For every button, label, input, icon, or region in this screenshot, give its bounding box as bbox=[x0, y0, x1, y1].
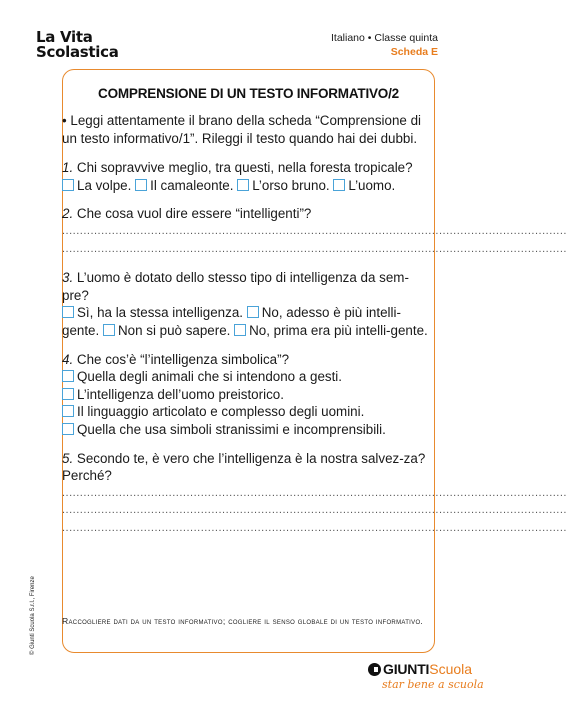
intro-text: • Leggi attentamente il brano della scheda “Comprensione di un testo informativo/1”. Rileggi il testo quando hai dei dubbi. bbox=[62, 113, 422, 146]
answer-line[interactable]: .............................................................................................................................................. bbox=[62, 504, 567, 517]
question-number: 3. bbox=[62, 270, 74, 286]
answer-line[interactable]: .............................................................................................................................................. bbox=[62, 521, 567, 534]
question-text: Che cosa vuol dire essere “intelligenti”? bbox=[76, 206, 312, 222]
checkbox[interactable] bbox=[62, 306, 74, 318]
checkbox[interactable] bbox=[234, 324, 246, 336]
giunti-logo-icon bbox=[368, 663, 381, 676]
question-5 bbox=[62, 450, 567, 538]
answer-line[interactable]: .............................................................................................................................................. bbox=[62, 486, 567, 499]
brand-giunti: GIUNTI bbox=[383, 661, 430, 677]
checkbox[interactable] bbox=[237, 179, 249, 191]
question-number: 2. bbox=[62, 206, 74, 222]
option[interactable]: Quella degli animali che si intendono a gesti. bbox=[62, 368, 435, 386]
checkbox[interactable] bbox=[62, 388, 74, 400]
checkbox[interactable] bbox=[62, 405, 74, 417]
question-text: L’uomo è dotato dello stesso tipo di intelligenza da sem-pre? bbox=[62, 270, 409, 303]
question-text: Secondo te, è vero che l’intelligenza è la nostra salvez-za? Perché? bbox=[62, 450, 426, 484]
checkbox[interactable] bbox=[103, 324, 115, 336]
question-3 bbox=[62, 269, 435, 339]
logo bbox=[36, 30, 119, 60]
logo-line1: La Vita bbox=[36, 28, 93, 46]
question-number: 5. bbox=[62, 450, 74, 466]
option[interactable]: No, adesso è più intelli-gente. bbox=[62, 305, 401, 338]
question-2 bbox=[62, 205, 567, 258]
checkbox[interactable] bbox=[62, 423, 74, 435]
copyright: © Giunti Scuola S.r.l., Firenze bbox=[30, 576, 36, 655]
subject-label: Italiano • Classe quinta bbox=[331, 32, 438, 44]
publisher-brand bbox=[368, 661, 484, 691]
option[interactable]: Sì, ha la stessa intelligenza. bbox=[62, 305, 243, 320]
header-info bbox=[331, 31, 438, 59]
option[interactable]: L’intelligenza dell’uomo preistorico. bbox=[62, 386, 435, 404]
brand-scuola: Scuola bbox=[429, 661, 473, 677]
option[interactable]: Quella che usa simboli stranissimi e incomprensibili. bbox=[62, 421, 435, 439]
checkbox[interactable] bbox=[135, 179, 147, 191]
logo-line2: Scolastica bbox=[36, 43, 119, 61]
question-number: 4. bbox=[62, 351, 74, 367]
option[interactable]: L’uomo. bbox=[333, 178, 395, 193]
checkbox[interactable] bbox=[333, 179, 345, 191]
checkbox[interactable] bbox=[62, 179, 74, 191]
option[interactable]: No, prima era più intelli-gente. bbox=[234, 323, 428, 338]
sheet-label: Scheda E bbox=[390, 46, 438, 58]
learning-objective: Raccogliere dati da un testo informativo; cogliere il senso globale di un testo informativo. bbox=[62, 616, 424, 626]
question-text: Chi sopravvive meglio, tra questi, nella foresta tropicale? bbox=[76, 160, 413, 176]
question-number: 1. bbox=[62, 160, 74, 176]
question-text: Che cos’è “l’intelligenza simbolica”? bbox=[76, 351, 290, 367]
option[interactable]: L’orso bruno. bbox=[237, 178, 329, 193]
checkbox[interactable] bbox=[62, 370, 74, 382]
brand-tagline: star bene a scuola bbox=[382, 678, 484, 691]
question-4 bbox=[62, 351, 435, 439]
option[interactable]: La volpe. bbox=[62, 178, 131, 193]
answer-line[interactable]: .............................................................................................................................................. bbox=[62, 242, 567, 255]
page-title: COMPRENSIONE DI UN TESTO INFORMATIVO/2 bbox=[98, 86, 399, 101]
option[interactable]: Non si può sapere. bbox=[103, 323, 230, 338]
option[interactable]: Il linguaggio articolato e complesso degli uomini. bbox=[62, 403, 435, 421]
checkbox[interactable] bbox=[247, 306, 259, 318]
answer-line[interactable]: .............................................................................................................................................. bbox=[62, 224, 567, 237]
option[interactable]: Il camaleonte. bbox=[135, 178, 233, 193]
worksheet-content bbox=[62, 112, 567, 548]
question-1 bbox=[62, 159, 435, 194]
